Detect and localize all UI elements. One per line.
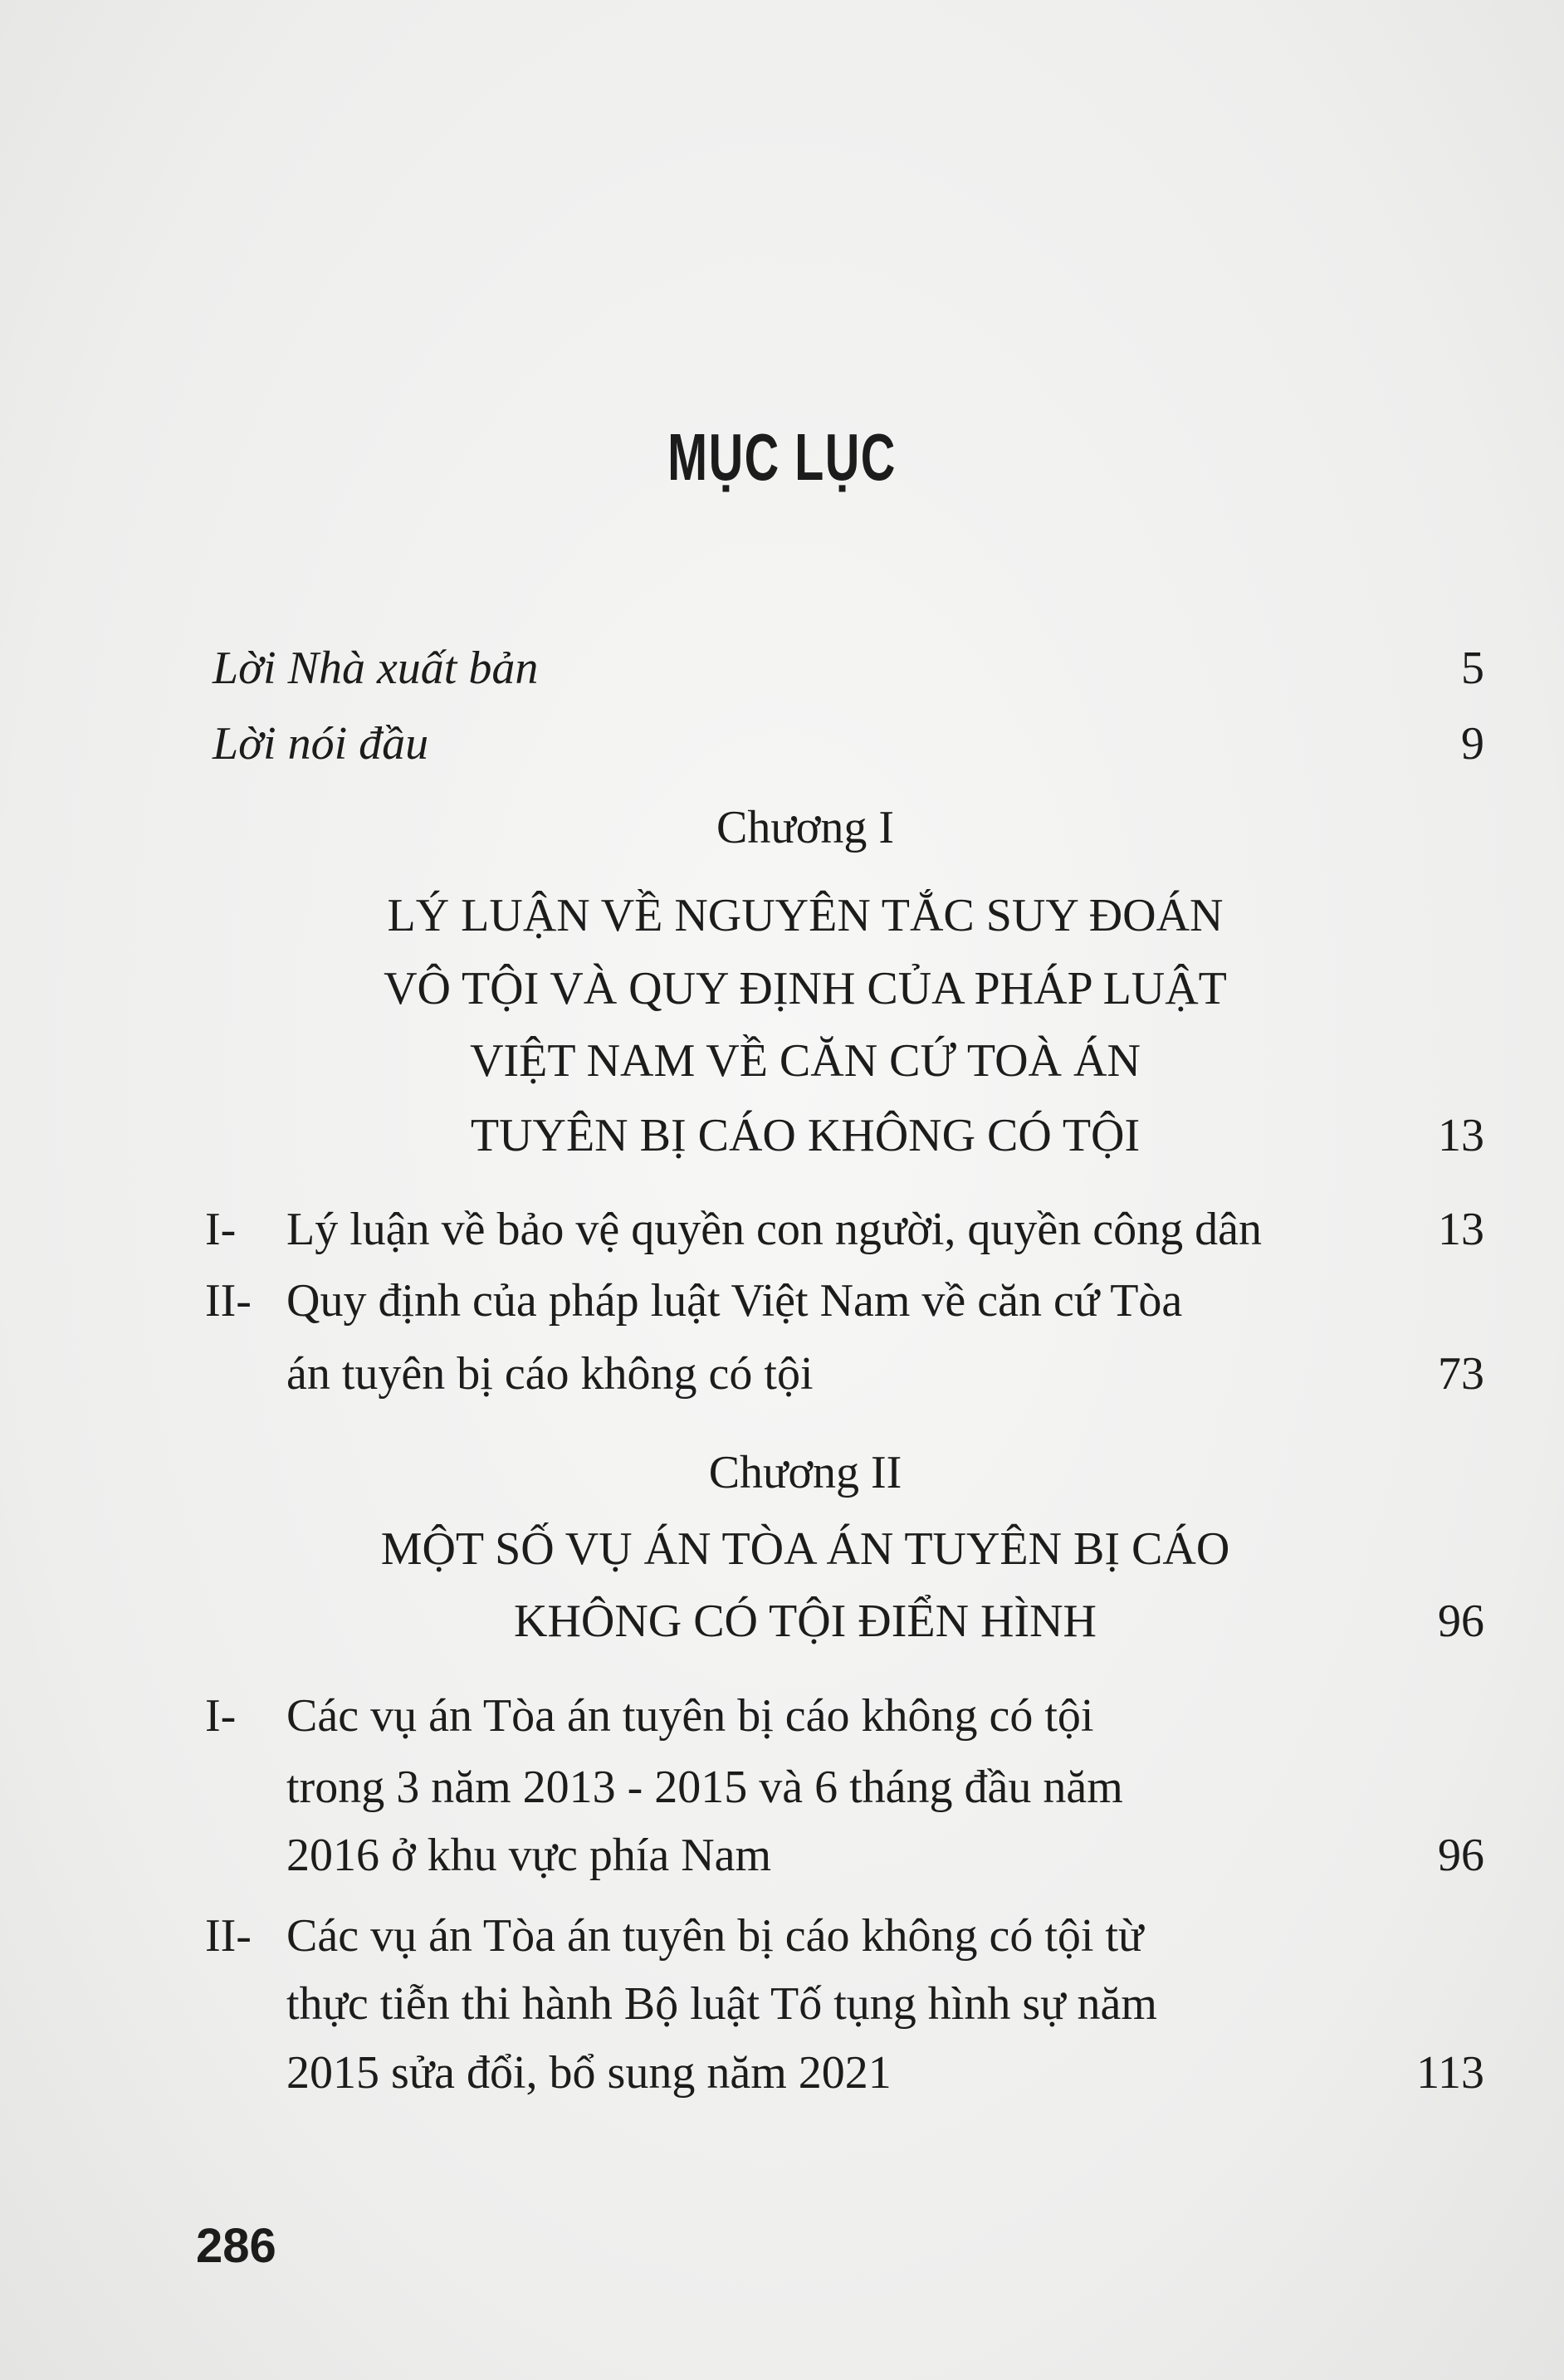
section-title: 2016 ở khu vực phía Nam bbox=[286, 1830, 772, 1881]
section-title: Lý luận về bảo vệ quyền con người, quyền công dân bbox=[286, 1204, 1262, 1255]
toc-page-number: 73 bbox=[1438, 1348, 1484, 1400]
section-title: Các vụ án Tòa án tuyên bị cáo không có tội từ bbox=[286, 1910, 1144, 1962]
toc-entry-foreword: Lời nói đầu bbox=[213, 718, 429, 770]
chapter-2-title: KHÔNG CÓ TỘI ĐIỂN HÌNH bbox=[514, 1596, 1097, 1647]
section-marker: I- bbox=[205, 1204, 237, 1255]
section-title: Các vụ án Tòa án tuyên bị cáo không có tội bbox=[286, 1690, 1094, 1742]
section-title: 2015 sửa đổi, bổ sung năm 2021 bbox=[286, 2047, 892, 2099]
section-title: Quy định của pháp luật Việt Nam về căn cứ Tòa bbox=[286, 1275, 1183, 1327]
chapter-1-title: LÝ LUẬN VỀ NGUYÊN TẮC SUY ĐOÁN bbox=[387, 890, 1224, 941]
toc-page-number: 13 bbox=[1438, 1110, 1484, 1161]
toc-page-number: 9 bbox=[1461, 718, 1484, 770]
chapter-2-heading: Chương II bbox=[708, 1447, 902, 1498]
section-title: thực tiễn thi hành Bộ luật Tố tụng hình sự năm bbox=[286, 1978, 1157, 2030]
toc-title: MỤC LỤC bbox=[667, 420, 897, 494]
chapter-1-heading: Chương I bbox=[716, 802, 894, 853]
page-number: 286 bbox=[196, 2219, 276, 2273]
section-title: trong 3 năm 2013 - 2015 và 6 tháng đầu năm bbox=[286, 1762, 1123, 1813]
chapter-2-title: MỘT SỐ VỤ ÁN TÒA ÁN TUYÊN BỊ CÁO bbox=[380, 1523, 1230, 1575]
chapter-1-title: TUYÊN BỊ CÁO KHÔNG CÓ TỘI bbox=[470, 1110, 1141, 1161]
section-marker: II- bbox=[205, 1910, 252, 1962]
section-marker: II- bbox=[205, 1275, 252, 1327]
toc-page-number: 96 bbox=[1438, 1596, 1484, 1647]
section-marker: I- bbox=[205, 1690, 237, 1742]
toc-page-number: 96 bbox=[1438, 1830, 1484, 1881]
toc-page-number: 5 bbox=[1461, 643, 1484, 694]
chapter-1-title: VIỆT NAM VỀ CĂN CỨ TOÀ ÁN bbox=[470, 1035, 1141, 1087]
section-title: án tuyên bị cáo không có tội bbox=[286, 1348, 814, 1400]
toc-page-number: 13 bbox=[1438, 1204, 1484, 1255]
toc-entry-publisher-note: Lời Nhà xuất bản bbox=[213, 643, 539, 694]
toc-page-number: 113 bbox=[1416, 2047, 1484, 2099]
chapter-1-title: VÔ TỘI VÀ QUY ĐỊNH CỦA PHÁP LUẬT bbox=[384, 963, 1227, 1014]
